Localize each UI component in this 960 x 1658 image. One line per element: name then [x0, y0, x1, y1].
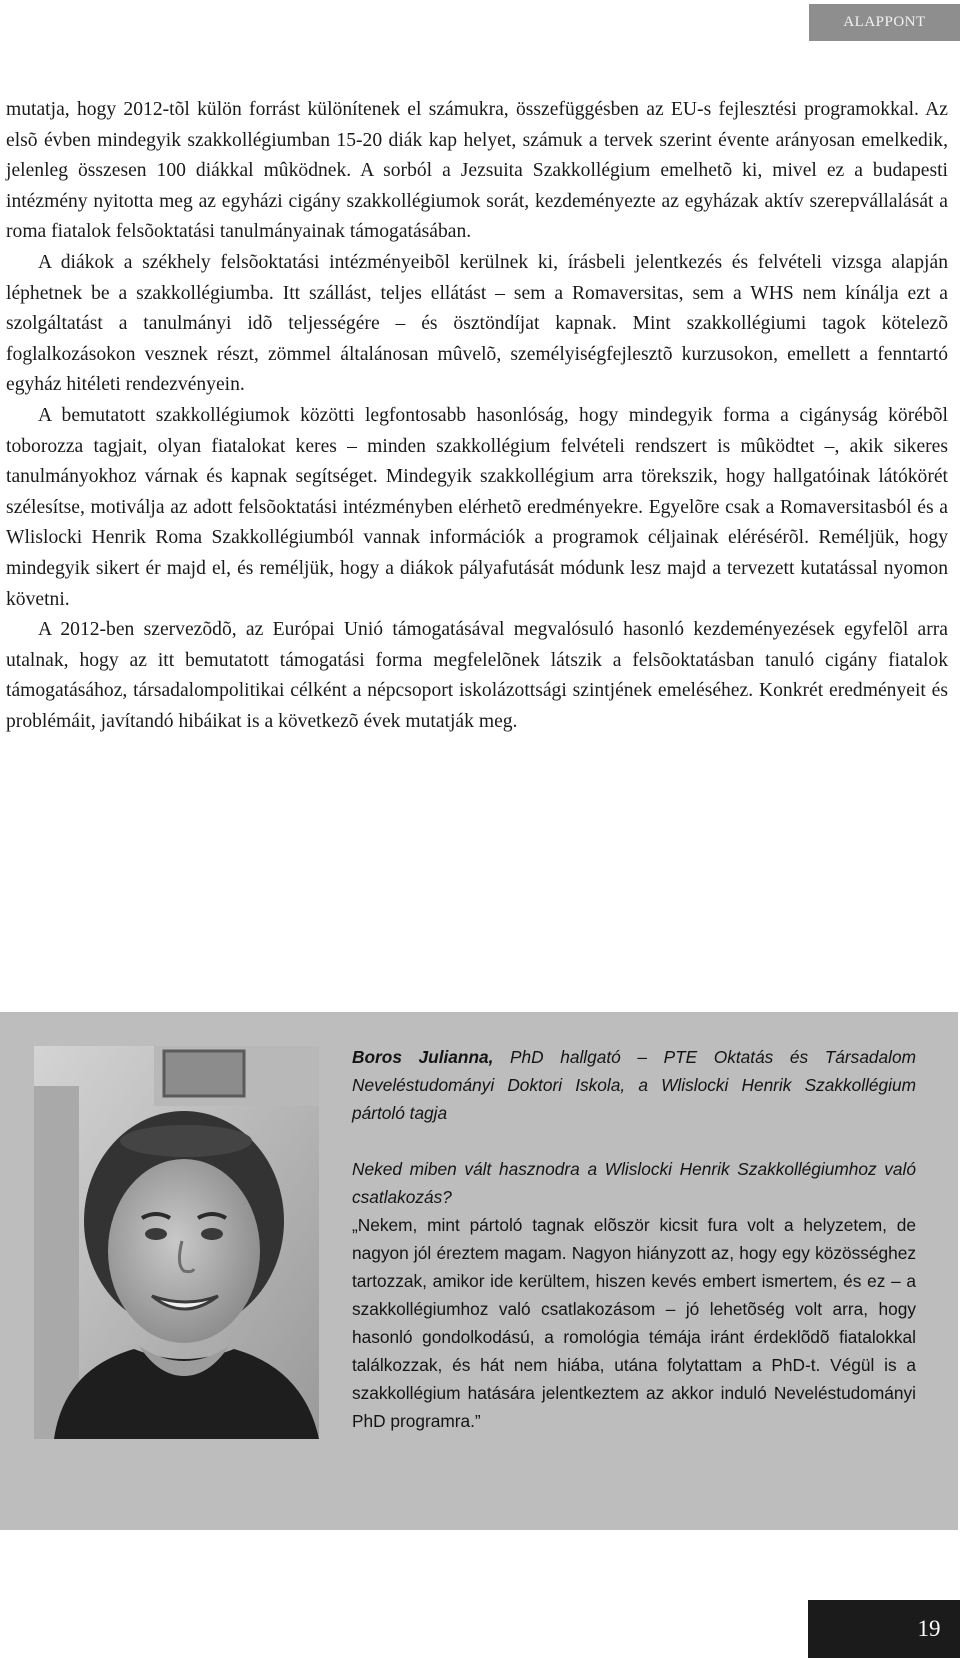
paragraph: mutatja, hogy 2012-tõl külön forrást különítenek el számukra, összefüggésben az EU-s fejlesztési programokkal. Az elsõ évben mindegyik szakkollégiumban 15-20 diák kap helyet, számuk a tervek szerint évente arányosan emelkedik, jelenleg összesen 100 diákkal mûködnek. A sorból a Jezsuita Szakkollégium emelhetõ ki, mivel ez a budapesti intézmény nyitotta meg az egyházi cigány szakkollégiumok sorát, kezdeményezte az egyházak aktív szerepvállalását a roma fiatalok felsõoktatási tanulmányainak támogatásában. [6, 99, 948, 243]
paragraph: A 2012-ben szervezõdõ, az Európai Unió támogatásával megvalósuló hasonló kezdeményezések egyfelõl arra utalnak, hogy az itt bemutatott támogatási forma megfelelõnek látszik a felsõoktatásban tanuló cigány fiatalok támogatásához, társadalompolitikai célként a népcsoport iskolázottsági szintjének emeléséhez. Konkrét eredményeit és problémáit, javítandó hibáikat is a következõ évek mutatják meg. [6, 619, 948, 732]
section-tag: ALAPPONT [809, 4, 960, 41]
interview-question: Neked miben vált hasznodra a Wlislocki Henrik Szakkollégiumhoz való csatlakozás? [352, 1159, 916, 1207]
interviewee-description: PhD hallgató – PTE Oktatás és Társadalom Neveléstudományi Doktori Iskola, a Wlislocki Henrik Szakkollégium pártoló tagja [352, 1047, 916, 1123]
interview-answer: „Nekem, mint pártoló tagnak elõször kicsit fura volt a helyzetem, de nagyon jól éreztem magam. Nagyon hiányzott az, hogy egy közösséghez tartozzak, amikor ide kerültem, hiszen kevés embert ismertem, és ez – a szakkollégiumhoz való csatlakozásom – jó lehetõség volt arra, hogy hasonló gondolkodású, a romológia témája iránt érdeklõdõ fiatalokkal találkozzak, és hát nem hiába, utána folytattam a PhD-t. Végül is a szakkollégium hatására jelentkeztem az akkor induló Neveléstudományi PhD programra.” [352, 1215, 916, 1431]
portrait-photo [34, 1046, 319, 1439]
page-number: 19 [808, 1600, 960, 1658]
interviewee-name: Boros Julianna, [352, 1047, 494, 1067]
paragraph: A diákok a székhely felsõoktatási intézményeibõl kerülnek ki, írásbeli jelentkezés és felvételi vizsga alapján léphetnek be a szakkollégiumba. Itt szállást, teljes ellátást – sem a Romaversitas, sem a WHS nem kínálja ezt a szolgáltatást a tanulmányi idõ teljességére – és ösztöndíjat kapnak. Mint szakkollégiumi tagok kötelezõ foglalkozásokon vesznek részt, zömmel általánosan mûvelõ, személyiségfejlesztõ kurzusokon, emellett a fenntartó egyház hitéleti rendezvényein. [6, 251, 948, 396]
interview-text [352, 1043, 916, 1435]
interviewee-bio [352, 1043, 916, 1127]
article-body [6, 95, 948, 737]
paragraph: A bemutatott szakkollégiumok közötti legfontosabb hasonlóság, hogy mindegyik forma a cigányság körébõl toborozza tagjait, olyan fiatalokat keres – minden szakkollégium felvételi rendszert is mûködtet –, akik sikeres tanulmányokhoz várnak és kapnak segítséget. Mindegyik szakkollégium arra törekszik, hogy hallgatóinak látókörét szélesítse, motiválja az adott felsõoktatási intézményben elérhetõ eredményekre. Egyelõre csak a Romaversitasból és a Wlislocki Henrik Roma Szakkollégiumból vannak információk a programok céljainak elérésérõl. Reméljük, hogy mindegyik sikert ér majd el, és reméljük, hogy a diákok pályafutását módunk lesz majd a tervezett kutatással nyomon követni. [6, 404, 948, 610]
